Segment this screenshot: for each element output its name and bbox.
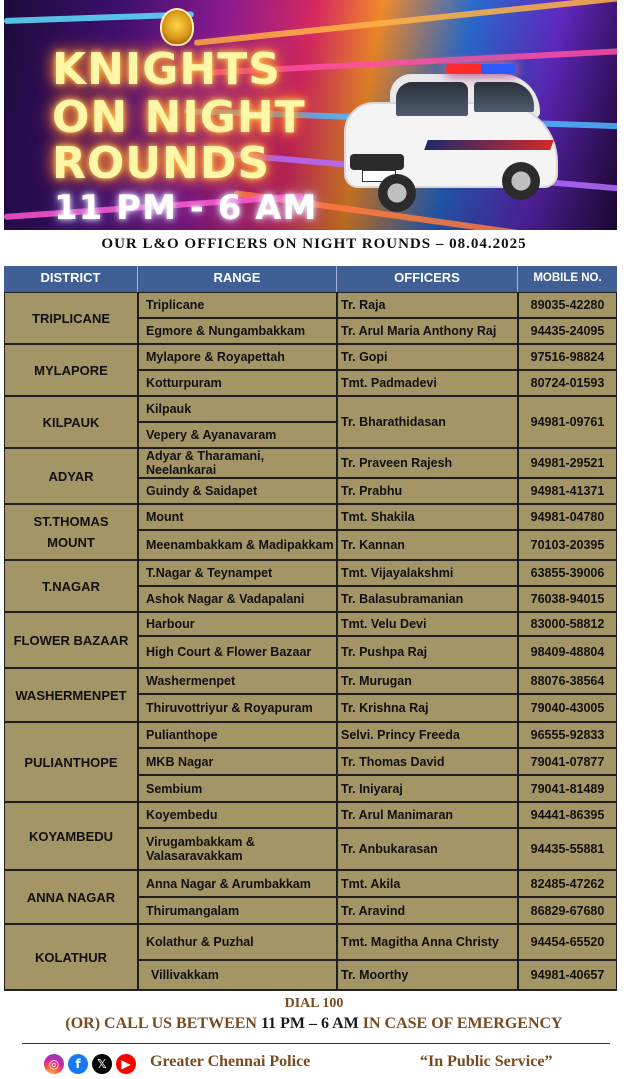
car-wheel: [378, 174, 416, 212]
district-name: KOYAMBEDU: [4, 802, 138, 870]
range-cell: Adyar & Tharamani, Neelankarai: [138, 448, 337, 478]
range-cell: High Court & Flower Bazaar: [138, 636, 337, 668]
district-group: [4, 924, 617, 990]
range-cell: Thiruvottriyur & Royapuram: [138, 694, 337, 722]
range-cell: Egmore & Nungambakkam: [138, 318, 337, 344]
district-name: ANNA NAGAR: [4, 870, 138, 924]
mobile-cell: 94454-65520: [518, 924, 617, 960]
range-cell: Villivakkam: [138, 960, 337, 990]
officer-cell: Tr. Balasubramanian: [337, 586, 518, 612]
car-lightbar: [446, 64, 516, 74]
mobile-cell: 94981-04780: [518, 504, 617, 530]
range-cell: Vepery & Ayanavaram: [138, 422, 337, 448]
range-cell: Mylapore & Royapettah: [138, 344, 337, 370]
emergency-prefix: (OR) CALL US BETWEEN: [65, 1015, 261, 1032]
banner-title-line-1: KNIGHTS: [52, 44, 281, 95]
mobile-cell: 76038-94015: [518, 586, 617, 612]
range-cell: Mount: [138, 504, 337, 530]
range-cell: Ashok Nagar & Vadapalani: [138, 586, 337, 612]
officer-cell: Tr. Gopi: [337, 344, 518, 370]
district-name: PULIANTHOPE: [4, 722, 138, 802]
mobile-cell: 79041-07877: [518, 748, 617, 775]
district-name: ADYAR: [4, 448, 138, 504]
officer-cell: Tr. Kannan: [337, 530, 518, 560]
district-group: [4, 396, 617, 448]
car-wheel: [502, 162, 540, 200]
range-cell: Pulianthope: [138, 722, 337, 748]
district-name: TRIPLICANE: [4, 292, 138, 344]
district-group: [4, 870, 617, 924]
officer-cell: Tmt. Velu Devi: [337, 612, 518, 636]
range-cell: T.Nagar & Teynampet: [138, 560, 337, 586]
range-cell: Washermenpet: [138, 668, 337, 694]
officer-cell: Tr. Moorthy: [337, 960, 518, 990]
mobile-cell: 79040-43005: [518, 694, 617, 722]
mobile-cell: 79041-81489: [518, 775, 617, 802]
range-cell: Triplicane: [138, 292, 337, 318]
officer-cell: Tr. Krishna Raj: [337, 694, 518, 722]
mobile-cell: 94441-86395: [518, 802, 617, 828]
district-group: [4, 504, 617, 560]
mobile-cell: 83000-58812: [518, 612, 617, 636]
district-name: WASHERMENPET: [4, 668, 138, 722]
range-cell: Thirumangalam: [138, 897, 337, 924]
banner-title-line-2: ON NIGHT: [52, 92, 306, 143]
hero-banner: [4, 0, 617, 230]
mobile-cell: 89035-42280: [518, 292, 617, 318]
table-bottom-border: [4, 989, 617, 991]
mobile-cell: 80724-01593: [518, 370, 617, 396]
car-grille: [350, 154, 404, 170]
header-range: RANGE: [138, 266, 337, 292]
emergency-time: 11 PM – 6 AM: [260, 1015, 359, 1032]
header-district: DISTRICT: [4, 266, 138, 292]
mobile-cell: 94981-41371: [518, 478, 617, 504]
mobile-cell: 63855-39006: [518, 560, 617, 586]
youtube-icon[interactable]: ▶: [116, 1054, 136, 1074]
range-cell: Harbour: [138, 612, 337, 636]
district-name: FLOWER BAZAAR: [4, 612, 138, 668]
emergency-suffix: IN CASE OF EMERGENCY: [358, 1015, 563, 1032]
range-cell: Kilpauk: [138, 396, 337, 422]
district-name: MYLAPORE: [4, 344, 138, 396]
officer-cell: Tr. Raja: [337, 292, 518, 318]
officer-cell: Selvi. Princy Freeda: [337, 722, 518, 748]
range-cell: Guindy & Saidapet: [138, 478, 337, 504]
dial-100: DIAL 100: [284, 996, 344, 1011]
district-name: ST.THOMAS MOUNT: [4, 504, 138, 560]
range-cell: Koyembedu: [138, 802, 337, 828]
officer-cell: Tr. Pushpa Raj: [337, 636, 518, 668]
range-cell: Meenambakkam & Madipakkam: [138, 530, 337, 560]
mobile-cell: 70103-20395: [518, 530, 617, 560]
mobile-cell: 86829-67680: [518, 897, 617, 924]
officer-cell: Tr. Bharathidasan: [337, 396, 518, 448]
officer-cell: Tr. Praveen Rajesh: [337, 448, 518, 478]
district-group: [4, 344, 617, 396]
district-name: KOLATHUR: [4, 924, 138, 990]
mobile-cell: 94981-29521: [518, 448, 617, 478]
mobile-cell: 88076-38564: [518, 668, 617, 694]
light-streak: [194, 0, 617, 46]
header-officers: OFFICERS: [337, 266, 518, 292]
car-windshield: [396, 82, 468, 116]
district-name: T.NAGAR: [4, 560, 138, 612]
header-mobile: MOBILE NO.: [533, 272, 602, 284]
banner-time: 11 PM - 6 AM: [54, 188, 318, 228]
district-group: [4, 612, 617, 668]
district-group: [4, 292, 617, 344]
range-cell: Sembium: [138, 775, 337, 802]
motto: “In Public Service”: [420, 1053, 553, 1070]
police-car-image: [336, 62, 566, 212]
range-cell: Kolathur & Puzhal: [138, 924, 337, 960]
page-headline: OUR L&O OFFICERS ON NIGHT ROUNDS – 08.04.2025: [101, 236, 527, 252]
banner-title-line-3: ROUNDS: [52, 138, 271, 189]
district-group: [4, 448, 617, 504]
district-group: [4, 802, 617, 870]
mobile-cell: 97516-98824: [518, 344, 617, 370]
table-header: [4, 266, 617, 292]
officer-cell: Tmt. Shakila: [337, 504, 518, 530]
mobile-cell: 94435-24095: [518, 318, 617, 344]
officer-cell: Tr. Prabhu: [337, 478, 518, 504]
officer-cell: Tr. Iniyaraj: [337, 775, 518, 802]
mobile-cell: 82485-47262: [518, 870, 617, 897]
range-cell: MKB Nagar: [138, 748, 337, 775]
officer-cell: Tr. Thomas David: [337, 748, 518, 775]
mobile-cell: 98409-48804: [518, 636, 617, 668]
officer-cell: Tr. Arul Maria Anthony Raj: [337, 318, 518, 344]
mobile-cell: 94435-55881: [518, 828, 617, 870]
footer-divider: [22, 1043, 610, 1044]
range-cell: Kotturpuram: [138, 370, 337, 396]
district-name: KILPAUK: [4, 396, 138, 448]
mobile-cell: 94981-09761: [518, 396, 617, 448]
mobile-cell: 94981-40657: [518, 960, 617, 990]
officer-cell: Tr. Arul Manimaran: [337, 802, 518, 828]
police-emblem-icon: [160, 8, 194, 46]
officer-cell: Tmt. Magitha Anna Christy: [337, 924, 518, 960]
district-group: [4, 668, 617, 722]
officer-cell: Tmt. Vijayalakshmi: [337, 560, 518, 586]
officer-cell: Tmt. Padmadevi: [337, 370, 518, 396]
organization-name: Greater Chennai Police: [150, 1053, 311, 1070]
range-cell: Anna Nagar & Arumbakkam: [138, 870, 337, 897]
officer-cell: Tr. Aravind: [337, 897, 518, 924]
district-group: [4, 722, 617, 802]
officer-cell: Tr. Murugan: [337, 668, 518, 694]
officer-cell: Tr. Anbukarasan: [337, 828, 518, 870]
district-group: [4, 560, 617, 612]
range-cell: Virugambakkam & Valasaravakkam: [138, 828, 337, 870]
car-side-window: [474, 82, 534, 112]
mobile-cell: 96555-92833: [518, 722, 617, 748]
officer-cell: Tmt. Akila: [337, 870, 518, 897]
social-links: [44, 1054, 136, 1074]
instagram-icon[interactable]: ◎: [44, 1054, 64, 1074]
facebook-icon[interactable]: f: [68, 1054, 88, 1074]
car-stripe: [424, 140, 554, 150]
x-icon[interactable]: 𝕏: [92, 1054, 112, 1074]
emergency-line: [0, 1015, 628, 1033]
